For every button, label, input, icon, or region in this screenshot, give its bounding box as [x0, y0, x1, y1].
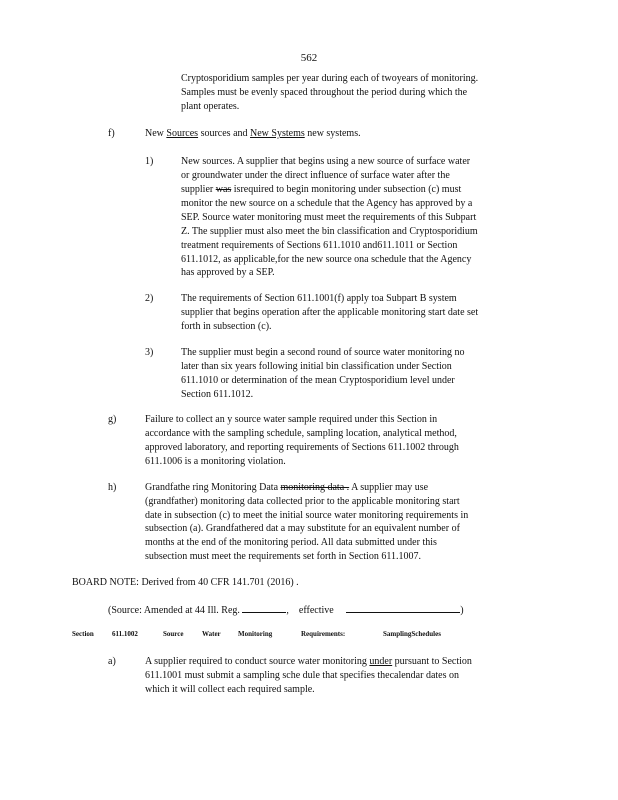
- section-header-word-5: SamplingSchedules: [383, 630, 441, 638]
- item-h-line-5: months at the end of the monitoring period. All data submitted under this: [145, 537, 437, 548]
- item-a-line-2: 611.1001 must submit a sampling sche dule that specifies thecalendar dates on: [145, 670, 459, 681]
- page-number: 562: [300, 52, 318, 64]
- item-f2-line-3: forth in subsection (c).: [181, 321, 272, 332]
- item-h-line-6: subsection must meet the requirements set forth in Section 611.1007.: [145, 551, 421, 562]
- item-f3-line-4: Section 611.1012.: [181, 389, 254, 400]
- blank-effective-date-line: [346, 603, 460, 613]
- section-header-word-1: Source: [163, 630, 184, 638]
- item-f1-line-4: monitor the new source on a schedule that the Agency has approved by a: [181, 198, 473, 209]
- intro-line-2: Samples must be evenly spaced throughout the period during which the: [181, 87, 468, 98]
- inserted-text: New Systems: [250, 128, 305, 139]
- section-header-word-4: Requirements:: [301, 630, 346, 638]
- section-header-label: Section: [72, 630, 94, 638]
- item-a-line-3: which it will collect each required sample.: [145, 684, 315, 695]
- item-f1-line-3: supplier was isrequired to begin monitoring under subsection (c) must: [181, 184, 462, 195]
- item-f1-line-6: Z. The supplier must also meet the bin classification and Cryptosporidium: [181, 226, 478, 237]
- item-f1-line-2: or groundwater under the direct influence of surface water after the: [181, 170, 450, 181]
- section-header-word-3: Monitoring: [238, 630, 273, 638]
- item-f3-line-3: 611.1010 or determination of the mean Cryptosporidium level under: [181, 375, 455, 386]
- item-g-line-4: 611.1006 is a monitoring violation.: [145, 456, 286, 467]
- item-f2-label: 2): [145, 293, 154, 304]
- deleted-text: monitoring data .: [280, 482, 350, 493]
- item-f-label: f): [108, 128, 115, 139]
- item-f3-line-1: The supplier must begin a second round of source water monitoring no: [181, 347, 465, 358]
- item-g-line-1: Failure to collect an y source water sample required under this Section in: [145, 414, 438, 425]
- item-g-line-3: approved laboratory, and reporting requirements of Sections 611.1002 through: [145, 442, 459, 453]
- item-f3-line-2: later than six years following initial bin classification under Section: [181, 361, 452, 372]
- item-h-line-2: (grandfather) monitoring data collected prior to the applicable monitoring start: [145, 496, 460, 507]
- item-f-heading: New Sources sources and New Systems new systems.: [145, 128, 361, 139]
- item-f3-label: 3): [145, 347, 154, 358]
- intro-line-3: plant operates.: [181, 101, 240, 112]
- item-f1-label: 1): [145, 156, 154, 167]
- item-h-label: h): [108, 482, 117, 493]
- item-h-line-4: subsection (a). Grandfathered dat a may substitute for an equivalent number of: [145, 523, 460, 534]
- item-a-line-1: A supplier required to conduct source water monitoring under pursuant to Section: [145, 656, 472, 667]
- board-note: BOARD NOTE: Derived from 40 CFR 141.701 (2016) .: [72, 577, 299, 588]
- section-header-word-2: Water: [202, 630, 221, 638]
- item-f1-line-1: New sources. A supplier that begins using a new source of surface water: [181, 156, 471, 167]
- item-f1-line-8: 611.1012, as applicable,for the new source ona schedule that the Agency: [181, 254, 472, 265]
- item-f2-line-2: supplier that begins operation after the applicable monitoring start date set: [181, 307, 479, 318]
- inserted-text: Sources: [166, 128, 199, 139]
- item-h-line-1: Grandfathe ring Monitoring Data monitoring data . A supplier may use: [145, 482, 429, 493]
- blank-register-line: [242, 603, 286, 613]
- deleted-text: was: [215, 184, 232, 195]
- item-f1-line-5: SEP. Source water monitoring must meet the requirements of this Subpart: [181, 212, 477, 223]
- item-f2-line-1: The requirements of Section 611.1001(f) apply toa Subpart B system: [181, 293, 457, 304]
- item-f1-line-7: treatment requirements of Sections 611.1010 and611.1011 or Section: [181, 240, 458, 251]
- item-g-label: g): [108, 414, 117, 425]
- item-h-line-3: date in subsection (c) to meet the initial source water monitoring requirements in: [145, 510, 469, 521]
- item-g-line-2: accordance with the sampling schedule, sampling location, analytical method,: [145, 428, 457, 439]
- section-header-number: 611.1002: [112, 630, 138, 638]
- inserted-text: under: [369, 656, 393, 667]
- item-f1-line-9: has approved by a SEP.: [181, 267, 275, 278]
- source-line: (Source: Amended at 44 Ill. Reg. , effective ): [108, 605, 464, 616]
- intro-line-1: Cryptosporidium samples per year during each of twoyears of monitoring.: [181, 73, 479, 84]
- item-a-label: a): [108, 656, 116, 667]
